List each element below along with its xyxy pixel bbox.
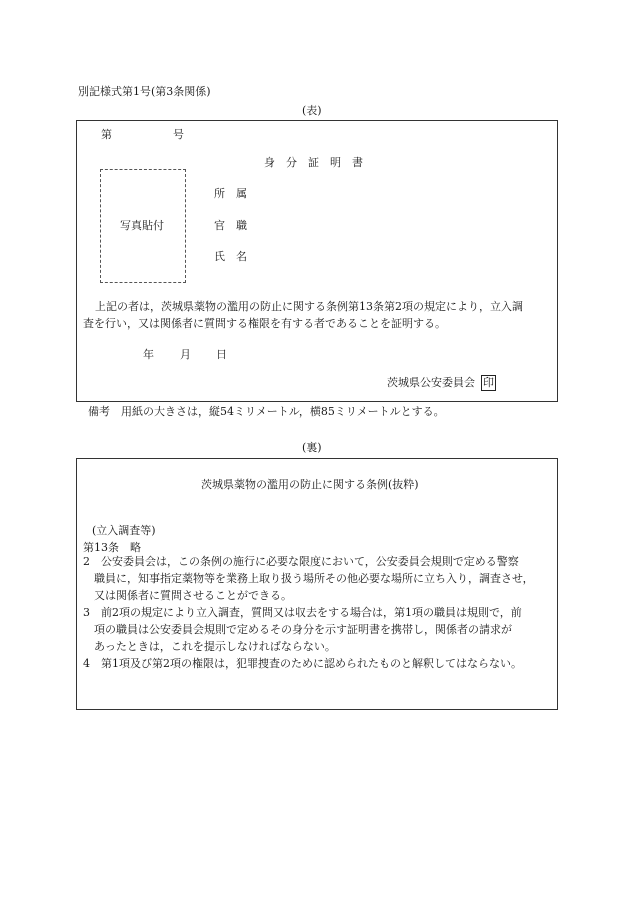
item-3-line-3: あったときは，これを提示しなければならない。 [83, 640, 336, 653]
form-label: 別記様式第1号(第3条関係) [78, 85, 211, 98]
certificate-title: 身 分 証 明 書 [264, 156, 363, 169]
back-side-label: (裏) [302, 441, 322, 454]
statement-line-2: 査を行い，又は関係者に質問する権限を有する者であることを証明する。 [83, 317, 446, 330]
certificate-front [76, 120, 558, 402]
item-3-line-1: 3 前2項の規定により立入調査，質問又は収去をする場合は，第1項の職員は規則で，前 [83, 606, 522, 619]
item-3-line-2: 項の職員は公安委員会規則で定めるその身分を示す証明書を携帯し，関係者の請求が [83, 623, 512, 636]
number-suffix: 号 [173, 128, 184, 141]
front-side-label: (表) [302, 104, 322, 117]
article-heading: 第13条 略 [83, 541, 141, 554]
article-items [83, 553, 555, 672]
date-month: 月 [180, 348, 191, 361]
field-position: 官 職 [214, 219, 247, 232]
seal-mark: 印 [483, 376, 494, 389]
field-affiliation: 所 属 [214, 187, 247, 200]
date-day: 日 [216, 348, 227, 361]
number-prefix: 第 [101, 128, 112, 141]
issuer-name: 茨城県公安委員会 [387, 376, 475, 389]
item-2-line-3: 又は関係者に質問させることができる。 [83, 589, 292, 602]
certificate-back [76, 458, 558, 710]
photo-label: 写真貼付 [120, 219, 164, 232]
item-4-line-1: 4 第1項及び第2項の権限は，犯罪捜査のために認められたものと解釈してはならない。 [83, 657, 522, 670]
statement-line-1: 上記の者は，茨城県薬物の濫用の防止に関する条例第13条第2項の規定により，立入調 [95, 300, 523, 313]
item-2-line-2: 職員に，知事指定薬物等を業務上取り扱う場所その他必要な場所に立ち入り，調査させ， [83, 572, 534, 585]
date-year: 年 [143, 348, 154, 361]
issuer [387, 375, 496, 391]
item-2-line-1: 2 公安委員会は，この条例の施行に必要な限度において，公安委員会規則で定める警察 [83, 555, 519, 568]
remarks: 備考 用紙の大きさは，縦54ミリメートル，横85ミリメートルとする。 [88, 405, 445, 418]
section-caption: (立入調査等) [92, 524, 156, 537]
ordinance-title: 茨城県薬物の濫用の防止に関する条例(抜粋) [201, 478, 419, 491]
field-name: 氏 名 [214, 250, 247, 263]
